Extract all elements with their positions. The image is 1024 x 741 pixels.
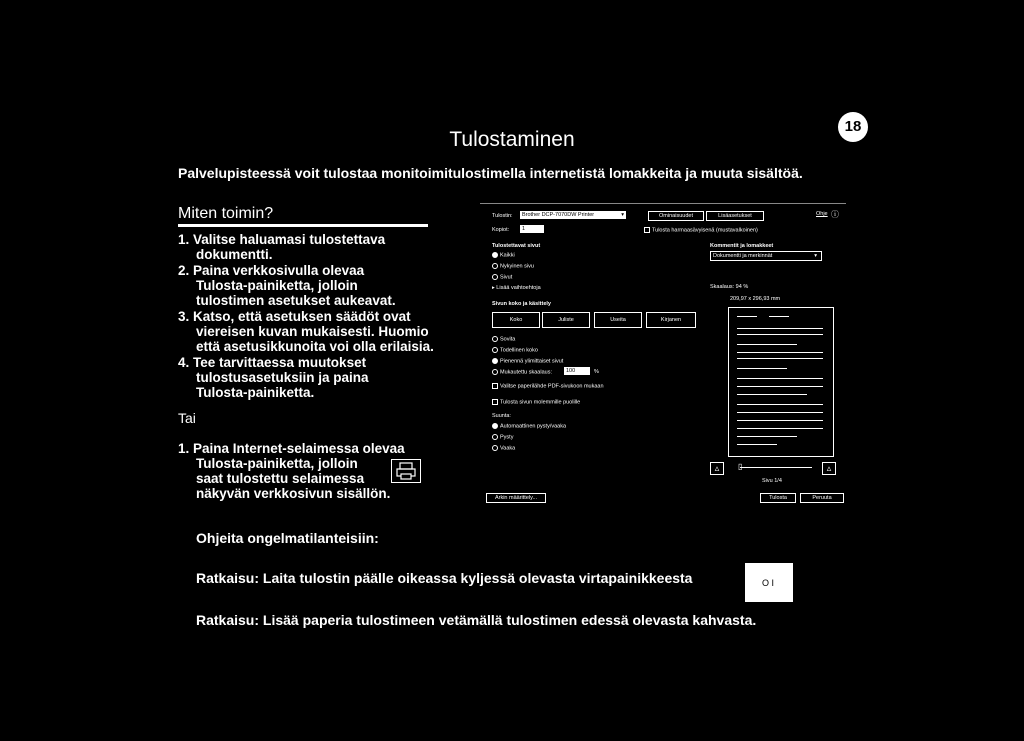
- printer-icon: [391, 459, 421, 483]
- page-slider[interactable]: [740, 467, 812, 468]
- page-number: 18: [838, 112, 868, 142]
- orient-landscape-label: Vaaka: [500, 445, 516, 452]
- chevron-down-icon: ▾: [621, 212, 624, 218]
- comments-heading: Kommentit ja lomakkeet: [710, 243, 774, 249]
- power-switch-icon: [745, 563, 793, 602]
- more-options-toggle[interactable]: ▸ Lisää vaihtoehtoja: [492, 285, 541, 291]
- preview-line: [737, 444, 777, 445]
- howto-heading: Miten toimin?: [178, 205, 428, 227]
- custom-scale-option[interactable]: [492, 369, 552, 375]
- fit-option[interactable]: [492, 336, 515, 342]
- help-link[interactable]: Ohje: [816, 211, 828, 217]
- preview-line: [737, 420, 823, 421]
- page-setup-button[interactable]: Arkin määrittely...: [486, 493, 546, 503]
- step-3: [178, 309, 448, 354]
- intro-text: Palvelupisteessä voit tulostaa monitoimitulostimella internetistä lomakkeita ja muuta sisältöä.: [178, 165, 803, 181]
- steps-list: [178, 232, 448, 401]
- preview-line: [737, 394, 807, 395]
- tab-multiple[interactable]: [594, 312, 642, 328]
- page-title: Tulostaminen: [449, 128, 575, 151]
- alt-step-line: Tulosta-painiketta, jolloin: [196, 456, 358, 471]
- printer-select-value: Brother DCP-7070DW Printer: [522, 212, 595, 218]
- radio-icon: [492, 434, 498, 440]
- more-options-label: Lisää vaihtoehtoja: [496, 285, 541, 291]
- tab-poster-label: Juliste: [558, 317, 574, 323]
- orient-portrait-label: Pysty: [500, 434, 514, 441]
- radio-icon: [492, 423, 498, 429]
- tab-size[interactable]: [492, 312, 540, 328]
- paper-source-option[interactable]: [492, 383, 604, 389]
- preview-line: [737, 386, 823, 387]
- preview-line: [737, 404, 823, 405]
- printer-label: Tulostin:: [492, 213, 513, 219]
- print-button[interactable]: Tulosta: [760, 493, 796, 503]
- orient-landscape-option[interactable]: [492, 445, 515, 451]
- radio-icon: [492, 252, 498, 258]
- step-line: 4. Tee tarvittaessa muutokset: [178, 355, 367, 370]
- step-1: [178, 232, 448, 262]
- tab-booklet[interactable]: [646, 312, 696, 328]
- preview-line: [769, 316, 789, 317]
- radio-icon: [492, 336, 498, 342]
- grayscale-label: Tulosta harmaasävyisenä (mustavalkoinen): [652, 227, 758, 234]
- step-line: tulostusasetuksiin ja paina: [196, 370, 369, 385]
- fix-paper: Ratkaisu: Lisää paperia tulostimeen vetämällä tulostimen edessä olevasta kahvasta.: [196, 612, 757, 628]
- preview-line: [737, 368, 787, 369]
- copies-label: Kopiot:: [492, 227, 510, 233]
- alt-step-line: 1. Paina Internet-selaimessa olevaa: [178, 441, 405, 456]
- preview-line: [737, 378, 823, 379]
- step-line: 1. Valitse haluamasi tulostettava: [178, 232, 386, 247]
- step-line: Tulosta-painiketta.: [196, 385, 315, 400]
- print-dialog-screenshot: [480, 200, 848, 508]
- shrink-option[interactable]: [492, 358, 563, 364]
- checkbox-icon: [492, 399, 498, 405]
- radio-icon: [492, 358, 498, 364]
- scale-label: Skaalaus: 94 %: [710, 284, 749, 290]
- fix-power: Ratkaisu: Laita tulostin päälle oikeassa kyljessä olevasta virtapainikkeesta: [196, 570, 693, 586]
- step-line: 3. Katso, että asetuksen säädöt ovat: [178, 309, 411, 324]
- duplex-label: Tulosta sivun molemmille puolille: [500, 399, 581, 406]
- pages-current-option[interactable]: [492, 263, 534, 269]
- properties-button[interactable]: Ominaisuudet: [648, 211, 704, 221]
- printer-select[interactable]: [520, 211, 626, 219]
- orient-auto-label: Automaattinen pysty/vaaka: [500, 423, 567, 430]
- preview-line: [737, 352, 823, 353]
- preview-line: [737, 344, 797, 345]
- step-4: [178, 355, 448, 400]
- preview-line: [737, 436, 797, 437]
- tab-booklet-label: Kirjanen: [660, 317, 682, 323]
- comments-select-value: Dokumentti ja merkinnät: [713, 253, 773, 259]
- step-2: [178, 263, 448, 308]
- percent-label: %: [594, 369, 599, 375]
- pages-all-option[interactable]: [492, 252, 515, 258]
- preview-line: [737, 412, 823, 413]
- or-label: Tai: [178, 410, 196, 426]
- radio-icon: [492, 347, 498, 353]
- actual-size-option[interactable]: [492, 347, 538, 353]
- advanced-button[interactable]: Lisäasetukset: [706, 211, 764, 221]
- print-preview: [728, 307, 834, 457]
- tab-multiple-label: Useita: [610, 317, 626, 323]
- grayscale-option[interactable]: [644, 227, 758, 233]
- step-line: tulostimen asetukset aukeavat.: [196, 293, 396, 308]
- preview-line: [737, 328, 823, 329]
- step-line: 2. Paina verkkosivulla olevaa: [178, 263, 365, 278]
- pages-current-label: Nykyinen sivu: [500, 263, 534, 270]
- pages-all-label: Kaikki: [500, 252, 515, 259]
- checkbox-icon: [492, 383, 498, 389]
- checkbox-icon: [644, 227, 650, 233]
- orient-auto-option[interactable]: [492, 423, 566, 429]
- actual-size-label: Todellinen koko: [500, 347, 538, 354]
- comments-select[interactable]: [710, 251, 822, 261]
- preview-line: [737, 428, 823, 429]
- custom-scale-input[interactable]: 100: [564, 367, 590, 375]
- preview-line: [737, 334, 823, 335]
- power-switch-label: O I: [762, 578, 775, 588]
- step-line: viereisen kuvan mukaisesti. Huomio: [196, 324, 429, 339]
- help-icon[interactable]: ⓘ: [831, 210, 839, 219]
- step-line: että asetusikkunoita voi olla erilaisia.: [196, 339, 434, 354]
- cancel-button[interactable]: Peruuta: [800, 493, 844, 503]
- orientation-heading: Suunta:: [492, 413, 511, 419]
- shrink-label: Pienennä ylimittaiset sivut: [500, 358, 564, 365]
- pages-range-option[interactable]: [492, 274, 512, 280]
- radio-icon: [492, 263, 498, 269]
- preview-line: [737, 316, 757, 317]
- pages-heading: Tulostettavat sivut: [492, 243, 541, 249]
- paper-source-label: Valitse paperilähde PDF-sivukoon mukaan: [500, 383, 604, 390]
- tab-size-label: Koko: [509, 317, 523, 323]
- orient-portrait-option[interactable]: [492, 434, 513, 440]
- sizing-heading: Sivun koko ja käsittely: [492, 301, 551, 307]
- radio-icon: [492, 369, 498, 375]
- custom-scale-label: Mukautettu skaalaus:: [500, 369, 552, 376]
- chevron-down-icon: ▾: [814, 253, 817, 259]
- step-line: Tulosta-painiketta, jolloin: [196, 278, 358, 293]
- paper-size-label: 209,97 x 296,93 mm: [730, 296, 781, 302]
- slider-thumb-icon[interactable]: ▯: [738, 462, 743, 471]
- fit-label: Sovita: [500, 336, 516, 343]
- help-heading: Ohjeita ongelmatilanteisiin:: [196, 530, 379, 546]
- zoom-in-icon[interactable]: ▵: [822, 462, 836, 475]
- page-indicator: Sivu 1/4: [762, 478, 782, 484]
- duplex-option[interactable]: [492, 399, 580, 405]
- pages-range-label: Sivut: [500, 274, 513, 281]
- tab-poster[interactable]: [542, 312, 590, 328]
- zoom-out-icon[interactable]: ▵: [710, 462, 724, 475]
- alt-step-line: saat tulostettu selaimessa: [196, 471, 365, 486]
- radio-icon: [492, 274, 498, 280]
- step-line: dokumentti.: [196, 247, 273, 262]
- copies-input[interactable]: 1: [520, 225, 544, 233]
- preview-line: [737, 358, 823, 359]
- radio-icon: [492, 445, 498, 451]
- alt-step-line: näkyvän verkkosivun sisällön.: [196, 486, 391, 501]
